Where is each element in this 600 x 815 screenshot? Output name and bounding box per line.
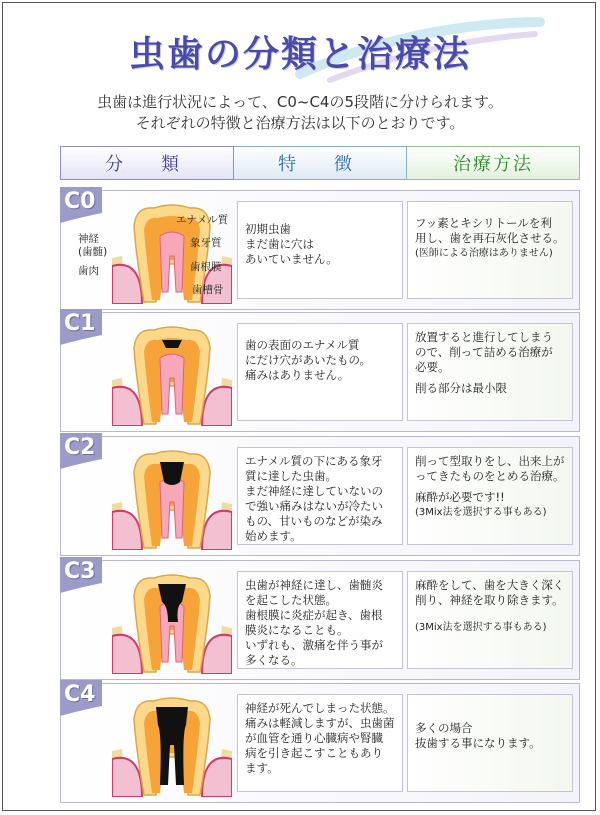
stage-label: C2	[64, 435, 96, 460]
stage-badge	[60, 433, 102, 469]
table-row	[60, 560, 580, 680]
feature-line: まだ神経に達していないの	[245, 484, 383, 498]
feature-cell	[237, 571, 403, 669]
feature-line: 痛みは軽減しますが、虫歯菌	[245, 716, 395, 730]
table-row	[60, 436, 580, 556]
feature-line: 歯根膜に炎症が起き、歯根	[245, 608, 383, 622]
header-category: 分 類	[60, 146, 234, 180]
intro-line-1: 虫歯は進行状況によって、C0~C4の5段階に分けられます。	[97, 93, 503, 111]
treatment-cell	[407, 201, 573, 299]
feature-line: 初期虫歯	[245, 222, 291, 236]
feature-line: 痛みはありません。	[245, 368, 350, 382]
intro-line-2: それぞれの特徴と治療方法は以下のとおりです。	[135, 114, 465, 132]
stage-label: C3	[64, 559, 96, 584]
feature-cell	[237, 694, 403, 792]
table-row	[60, 683, 580, 803]
treatment-cell	[407, 571, 573, 669]
treatment-note: (医師による治療はありません)	[415, 248, 553, 259]
feature-cell	[237, 201, 403, 299]
treatment-line: 抜歯する事になります。	[415, 736, 541, 750]
treatment-line: 用し、歯を再石灰化させる。	[415, 231, 565, 245]
feature-line: まだ歯に穴は	[245, 237, 314, 251]
feature-line: 病を引き起こすこともあり	[245, 746, 383, 760]
anatomy-label-bone: 歯槽骨	[192, 284, 224, 296]
stage-label: C4	[64, 682, 96, 707]
anatomy-label-dentin: 象牙質	[190, 237, 222, 249]
feature-line: 膜炎になることも。	[245, 623, 349, 637]
table-row	[60, 312, 580, 432]
treatment-line: 削って型取りをし、出来上が	[415, 454, 565, 468]
stage-badge	[60, 187, 102, 223]
feature-cell	[237, 447, 403, 545]
feature-line: 始めます。	[245, 529, 302, 543]
feature-line: を起こした状態。	[245, 593, 337, 607]
feature-line: が血管を通り心臓病や腎臓	[245, 731, 383, 745]
treatment-line: 削り、神経を取り除きます。	[415, 593, 564, 607]
stage-label: C1	[64, 311, 96, 336]
treatment-line: 必要。	[415, 360, 450, 374]
treatment-cell	[407, 447, 573, 545]
page-title: 虫歯の分類と治療法	[128, 34, 471, 75]
feature-line: 多くなる。	[245, 653, 303, 667]
feature-line: いずれも、激痛を伴う事が	[245, 638, 383, 652]
anatomy-label-nerve2: (歯髄)	[78, 246, 108, 258]
table-row	[60, 190, 580, 310]
feature-line: 虫歯が神経に達し、歯髄炎	[245, 578, 383, 592]
treatment-extra: 削る部分は最小限	[415, 381, 507, 395]
feature-line: 質に達した虫歯。	[245, 469, 337, 483]
feature-line: あいていません。	[245, 252, 338, 266]
header-feature: 特 徴	[234, 146, 407, 180]
feature-line: エナメル質の下にある象牙	[245, 454, 383, 468]
anatomy-label-gum: 歯肉	[78, 265, 99, 277]
treatment-line: 多くの場合	[415, 721, 473, 735]
feature-line: で強い痛みはないが冷たい	[245, 499, 383, 513]
feature-line: にだけ穴があいたもの。	[245, 353, 372, 367]
stage-badge	[60, 557, 102, 593]
tooth-illustration	[112, 689, 232, 797]
treatment-line: フッ素とキシリトールを利	[415, 216, 552, 230]
treatment-line: ので、削って詰める治療が	[415, 345, 553, 359]
stage-badge	[60, 309, 102, 345]
treatment-cell	[407, 694, 573, 792]
treatment-note: (3Mix法を選択する事もある)	[415, 507, 547, 518]
header-treatment: 治療方法	[407, 146, 580, 180]
treatment-note: (3Mix法を選択する事もある)	[415, 622, 547, 633]
feature-line: ます。	[245, 761, 279, 775]
anatomy-label-nerve1: 神経	[78, 233, 99, 245]
stage-badge	[60, 680, 102, 716]
tooth-illustration	[112, 318, 232, 426]
treatment-line: 麻酔をして、歯を大きく深く	[415, 578, 565, 592]
feature-cell	[237, 323, 403, 421]
anatomy-label-periodontal: 歯根膜	[190, 261, 222, 273]
stage-label: C0	[64, 189, 96, 214]
feature-line: もの、甘いものなどが染み	[245, 514, 383, 528]
feature-line: 歯の表面のエナメル質	[245, 338, 360, 352]
treatment-cell	[407, 323, 573, 421]
treatment-line: 放置すると進行してしまう	[415, 330, 553, 344]
treatment-extra: 麻酔が必要です!!	[415, 490, 505, 504]
treatment-line: ってきたものをとめる治療。	[415, 469, 565, 483]
anatomy-label-enamel: エナメル質	[176, 214, 229, 226]
feature-line: 神経が死んでしまった状態。	[245, 701, 395, 715]
tooth-illustration	[112, 442, 232, 550]
tooth-illustration	[112, 566, 232, 674]
